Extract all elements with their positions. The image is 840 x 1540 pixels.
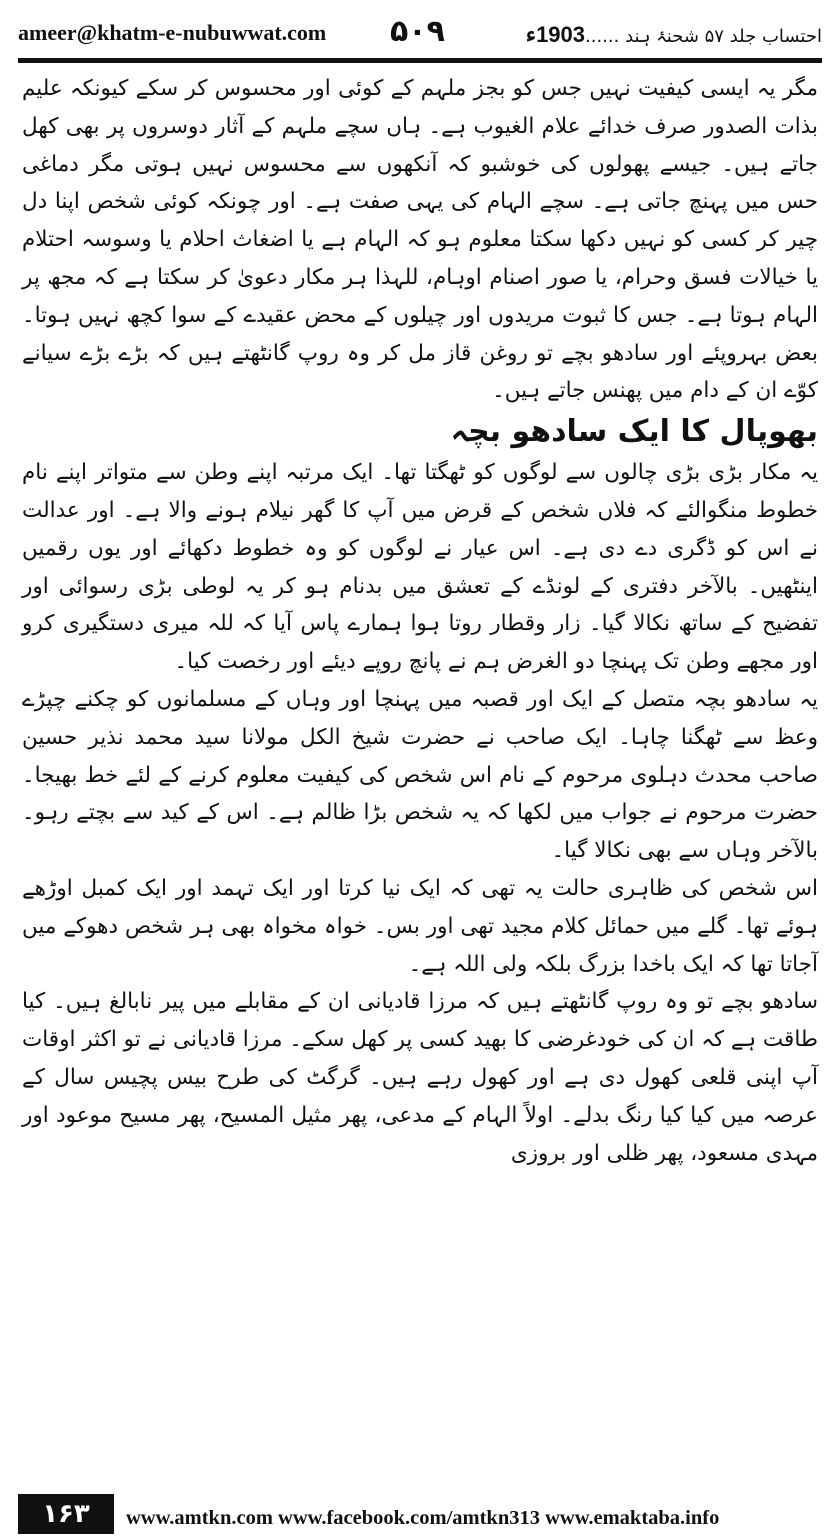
running-title-text: احتساب جلد ۵۷ شحنۂ ہند ...... — [585, 26, 822, 47]
footer-folio: ۱۶۳ — [18, 1494, 114, 1534]
header-page-number: ۵۰۹ — [390, 14, 445, 49]
header-rule — [18, 58, 822, 63]
section-heading: بھوپال کا ایک سادھو بچہ — [450, 414, 818, 450]
footer-links: www.amtkn.com www.facebook.com/amtkn313 www.emaktaba.info — [126, 1507, 720, 1529]
paragraph-4: اس شخص کی ظاہری حالت یہ تھی کہ ایک نیا کرتا اور ایک تہمد اور ایک کمبل اوڑھے ہوئے تھا۔ گلے میں حمائل کلام مجید تھی اور بس۔ خواہ مخواہ بھی ہر شخص دھوکے میں آجاتا تھا کہ ایک باخدا بزرگ بلکہ ولی اللہ ہے۔ — [22, 875, 818, 977]
page-header — [18, 14, 822, 54]
page-footer — [0, 1494, 840, 1540]
paragraph-5: سادھو بچے تو وہ روپ گانٹھتے ہیں کہ مرزا قادیانی ان کے مقابلے میں پیر نابالغ ہیں۔ کیا طاقت ہے کہ ان کی خودغرضی کا بھید کسی پر کھل سکے۔ مرزا قادیانی نے تو اکثر اوقات آپ اپنی قلعی کھول دی ہے اور کھول رہے ہیں۔ گرگٹ کی طرح بیس پچیس سال کے عرصہ میں کیا کیا رنگ بدلے۔ اولاً الہام کے مدعی، پھر مثیل المسیح، پھر مسیح موعود اور مہدی مسعود، پھر ظلی اور بروزی — [22, 989, 818, 1166]
header-email: ameer@khatm-e-nubuwwat.com — [18, 20, 327, 45]
running-title-year: 1903ء — [525, 22, 586, 47]
paragraph-1: مگر یہ ایسی کیفیت نہیں جس کو بجز ملہم کے کوئی اور محسوس کر سکے کیونکہ علیم بذات الصدور صرف خدائے علام الغیوب ہے۔ ہاں سچے ملہم کے آثار دوسروں پر بھی کھل جاتے ہیں۔ جیسے پھولوں کی خوشبو کہ آنکھوں سے محسوس نہیں ہوتی مگر دماغی حس میں پہنچ جاتی ہے۔ سچے الہام کی یہی صفت ہے۔ اور چونکہ کوئی شخص اپنا دل چیر کر کسی کو نہیں دکھا سکتا معلوم ہو کہ الہام ہے یا اضغاث احلام یا وسوسہ احتلام یا خیالات فسق وحرام، یا صور اصنام اوہام، للہذا ہر مکار دعویٰ کر سکتا ہے کہ مجھ پر الہام ہوتا ہے۔ جس کا ثبوت مریدوں اور چیلوں کے محض عقیدے کے سوا کچھ نہیں ہوتا۔ بعض بہروپئے اور سادھو بچے تو روغن قاز مل کر وہ روپ گانٹھتے ہیں کہ بڑے بڑے سیانے کوّے ان کے دام میں پھنس جاتے ہیں۔ — [22, 76, 818, 404]
paragraph-2: یہ مکار بڑی بڑی چالوں سے لوگوں کو ٹھگتا تھا۔ ایک مرتبہ اپنے وطن سے متواتر اپنے نام خطوط منگوالئے کہ فلاں شخص کے قرض میں آپ کا گھر نیلام ہونے والا ہے۔ اور عدالت نے اس کو ڈگری دے دی ہے۔ اس عیار نے لوگوں کو وہ خطوط دکھائے اور یوں رقمیں اینٹھیں۔ بالآخر دفتری کے لونڈے کے تعشق میں بدنام ہو کر یہ لوطی بڑی رسوائی اور تفضیح کے ساتھ نکالا گیا۔ زار وقطار روتا ہوا ہمارے پاس آیا کہ للہ میری دستگیری کرو اور مجھے وطن تک پہنچا دو الغرض ہم نے پانچ روپے دیئے اور رخصت کیا۔ — [22, 460, 818, 675]
header-running-title — [526, 22, 822, 48]
paragraph-3: یہ سادھو بچہ متصل کے ایک اور قصبہ میں پہنچا اور وہاں کے مسلمانوں کو چکنے چپڑے وعظ سے ٹھگنا چاہا۔ ایک صاحب نے حضرت شیخ الکل مولانا سید محمد نذیر حسین صاحب محدث دہلوی مرحوم کے نام اس شخص کی کیفیت معلوم کرنے کے لئے خط بھیجا۔ حضرت مرحوم نے جواب میں لکھا کہ یہ شخص بڑا ظالم ہے۔ اس کے کید سے بچتے رہو۔ بالآخر وہاں سے بھی نکالا گیا۔ — [22, 686, 818, 864]
page-body — [22, 70, 818, 1172]
